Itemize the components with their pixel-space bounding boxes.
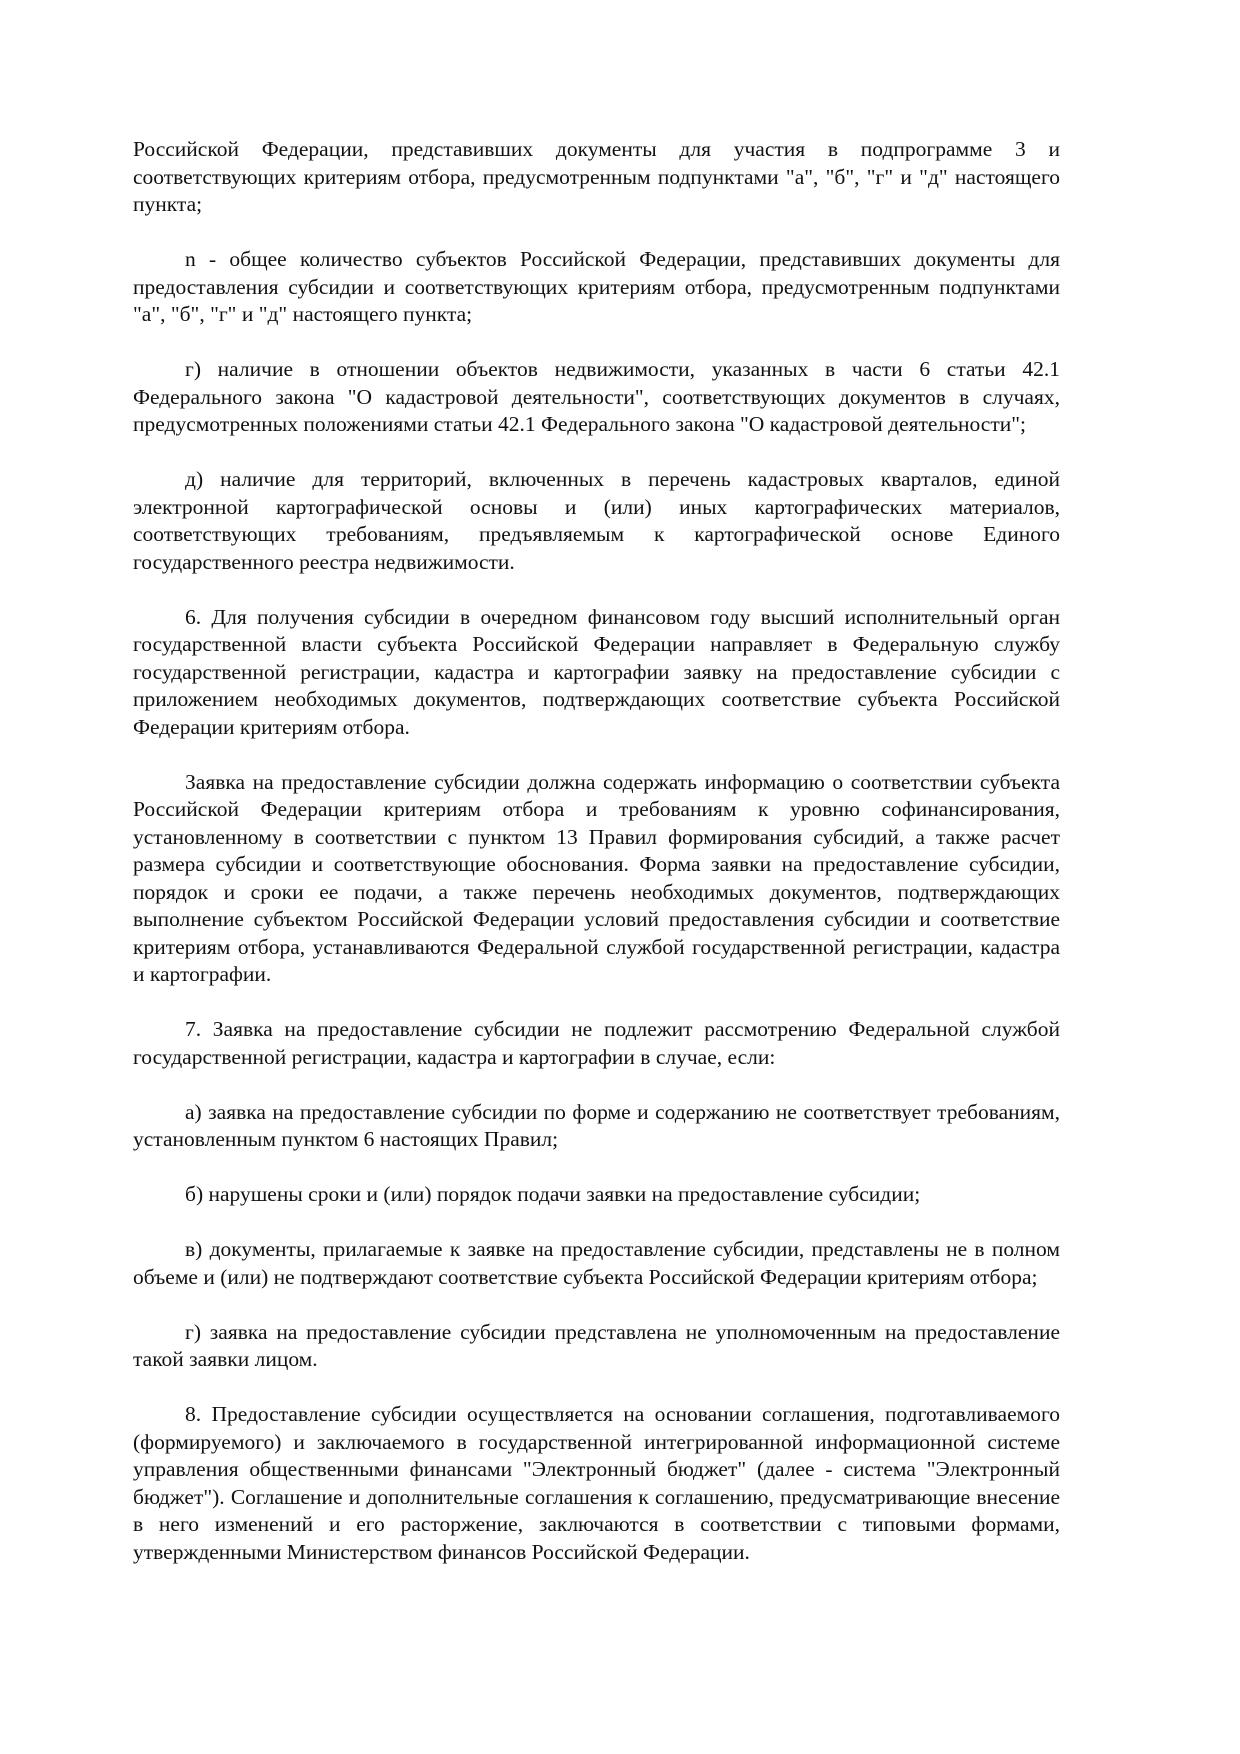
paragraph-continuation: Российской Федерации, представивших документы для участия в подпрограмме 3 и соответствующих критериям отбора, предусмотренным подпунктами "а", "б", "г" и "д" настоящего пункта; bbox=[133, 137, 1060, 216]
paragraph-n-definition: n - общее количество субъектов Российской Федерации, представивших документы для предоставления субсидии и соответствующих критериям отбора, предусмотренным подпунктами "а", "б", "г" и "д" настоящего пункта; bbox=[133, 247, 1060, 326]
paragraph-application-content: Заявка на предоставление субсидии должна содержать информацию о соответствии субъекта Российской Федерации критериям отбора и требованиям к уровню софинансирования, установленному в соответствии с пунктом 13 Правил формирования субсидий, а также расчет размера субсидии и соответствующие обоснования. Форма заявки на предоставление субсидии, порядок и сроки ее подачи, а также перечень необходимых документов, подтверждающих выполнение субъектом Российской Федерации условий предоставления субсидии и соответствие критериям отбора, устанавливаются Федеральной службой государственной регистрации, кадастра и картографии. bbox=[133, 769, 1060, 986]
paragraph-clause-7: 7. Заявка на предоставление субсидии не подлежит рассмотрению Федеральной службой государственной регистрации, кадастра и картографии в случае, если: bbox=[133, 1017, 1060, 1069]
paragraph-clause-8: 8. Предоставление субсидии осуществляется на основании соглашения, подготавливаемого (формируемого) и заключаемого в государственной интегрированной информационной системе управления общественными финансами "Электронный бюджет" (далее - система "Электронный бюджет"). Соглашение и дополнительные соглашения к соглашению, предусматривающие внесение в него изменений и его расторжение, заключаются в соответствии с типовыми формами, утвержденными Министерством финансов Российской Федерации. bbox=[133, 1402, 1060, 1564]
document-page bbox=[133, 136, 1060, 1594]
paragraph-clause-7b: б) нарушены сроки и (или) порядок подачи заявки на предоставление субсидии; bbox=[185, 1182, 921, 1206]
paragraph-clause-7a: а) заявка на предоставление субсидии по форме и содержанию не соответствует требованиям, установленным пунктом 6 настоящих Правил; bbox=[133, 1099, 1060, 1151]
paragraph-clause-7v: в) документы, прилагаемые к заявке на предоставление субсидии, представлены не в полном объеме и (или) не подтверждают соответствие субъекта Российской Федерации критериям отбора; bbox=[133, 1237, 1060, 1289]
paragraph-clause-6: 6. Для получения субсидии в очередном финансовом году высший исполнительный орган государственной власти субъекта Российской Федерации направляет в Федеральную службу государственной регистрации, кадастра и картографии заявку на предоставление субсидии с приложением необходимых документов, подтверждающих соответствие субъекта Российской Федерации критериям отбора. bbox=[133, 604, 1060, 739]
paragraph-criterion-d: д) наличие для территорий, включенных в перечень кадастровых кварталов, единой электронной картографической основы и (или) иных картографических материалов, соответствующих требованиям, предъявляемым к картографической основе Единого государственного реестра недвижимости. bbox=[133, 467, 1060, 574]
paragraph-criterion-g: г) наличие в отношении объектов недвижимости, указанных в части 6 статьи 42.1 Федерального закона "О кадастровой деятельности", соответствующих документов в случаях, предусмотренных положениями статьи 42.1 Федерального закона "О кадастровой деятельности"; bbox=[133, 357, 1060, 436]
paragraph-clause-7g: г) заявка на предоставление субсидии представлена не уполномоченным на предоставление такой заявки лицом. bbox=[133, 1319, 1060, 1371]
